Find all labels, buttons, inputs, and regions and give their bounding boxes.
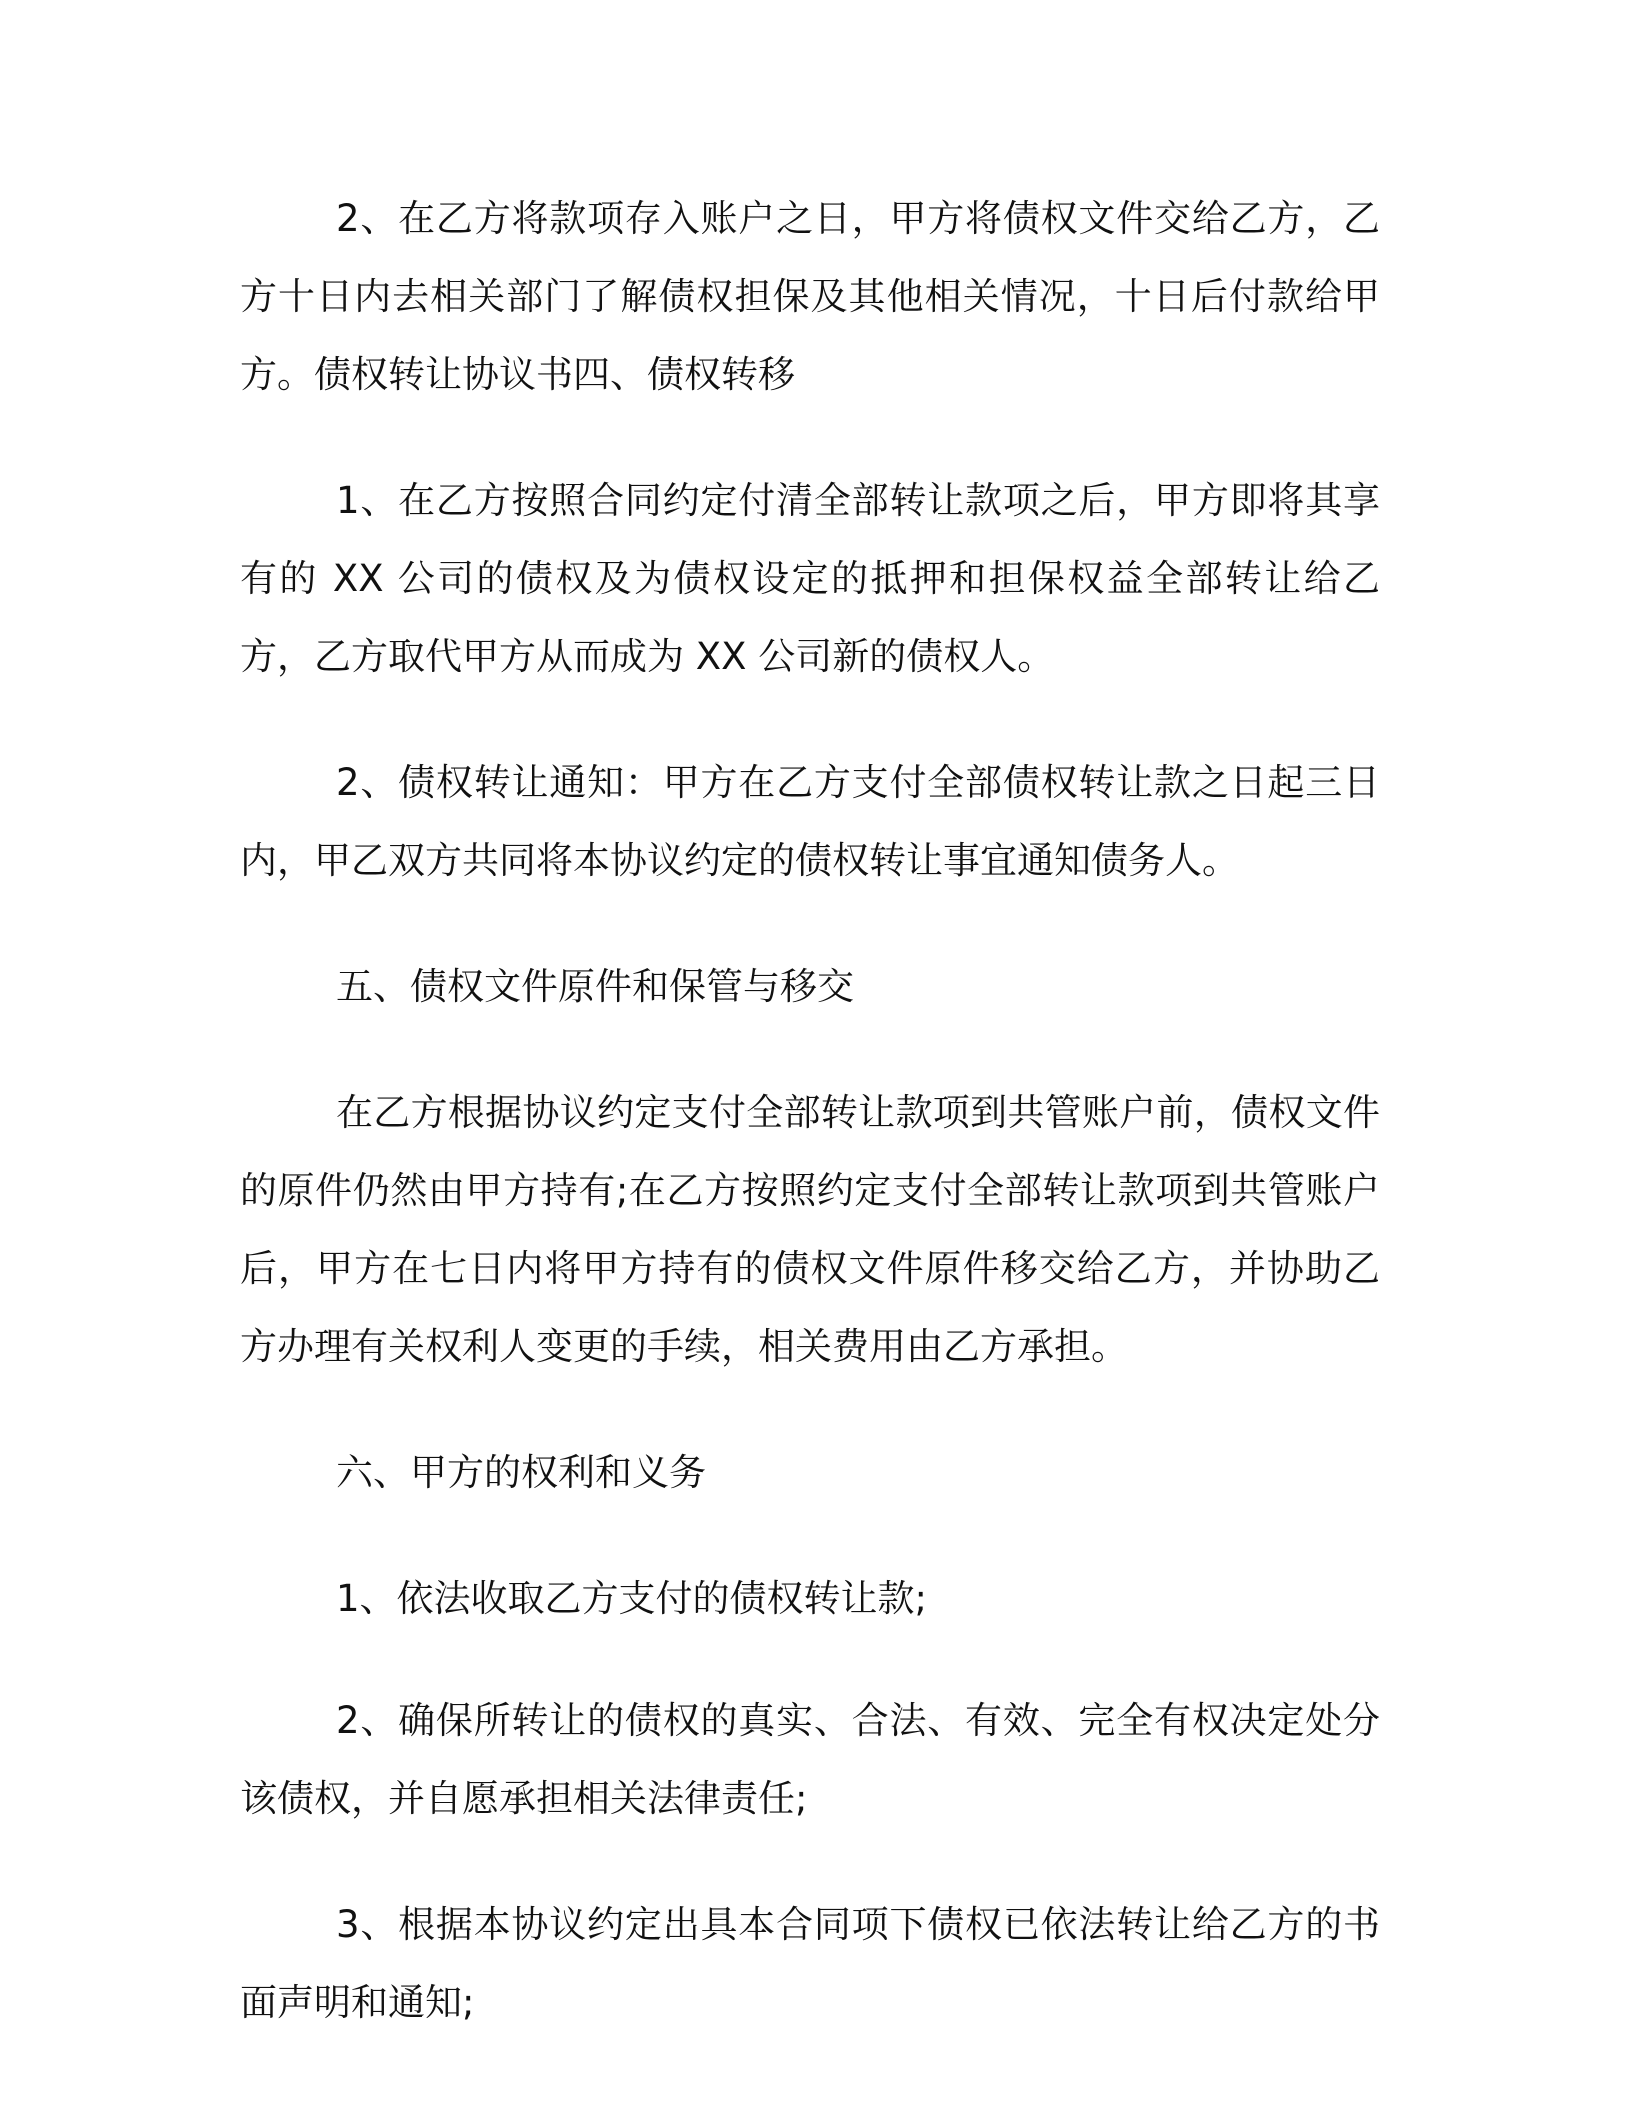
- section-heading-party-a-rights: 六、甲方的权利和义务: [336, 1451, 706, 1494]
- document-body: [240, 180, 1380, 2090]
- paragraph-party-a-right-1: 1、依法收取乙方支付的债权转让款;: [336, 1577, 928, 1620]
- paragraph-party-a-right-2: 2、确保所转让的债权的真实、合法、有效、完全有权决定处分该债权，并自愿承担相关法律责任;: [240, 1699, 1380, 1820]
- paragraph-transfer-notice: 2、债权转让通知：甲方在乙方支付全部债权转让款之日起三日内，甲乙双方共同将本协议约定的债权转让事宜通知债务人。: [240, 761, 1380, 882]
- paragraph-payment-and-document-handover: 2、在乙方将款项存入账户之日，甲方将债权文件交给乙方，乙方十日内去相关部门了解债权担保及其他相关情况，十日后付款给甲方。债权转让协议书四、债权转移: [240, 197, 1380, 396]
- paragraph-original-document-custody: 在乙方根据协议约定支付全部转让款项到共管账户前，债权文件的原件仍然由甲方持有;在乙方按照约定支付全部转让款项到共管账户后，甲方在七日内将甲方持有的债权文件原件移交给乙方，并协助乙方办理有关权利人变更的手续，相关费用由乙方承担。: [240, 1091, 1380, 1368]
- paragraph-transfer-of-claims: 1、在乙方按照合同约定付清全部转让款项之后，甲方即将其享有的 XX 公司的债权及为债权设定的抵押和担保权益全部转让给乙方，乙方取代甲方从而成为 XX 公司新的债权人。: [240, 479, 1380, 678]
- section-heading-original-documents: 五、债权文件原件和保管与移交: [336, 965, 854, 1008]
- paragraph-party-a-right-3: 3、根据本协议约定出具本合同项下债权已依法转让给乙方的书面声明和通知;: [240, 1903, 1380, 2024]
